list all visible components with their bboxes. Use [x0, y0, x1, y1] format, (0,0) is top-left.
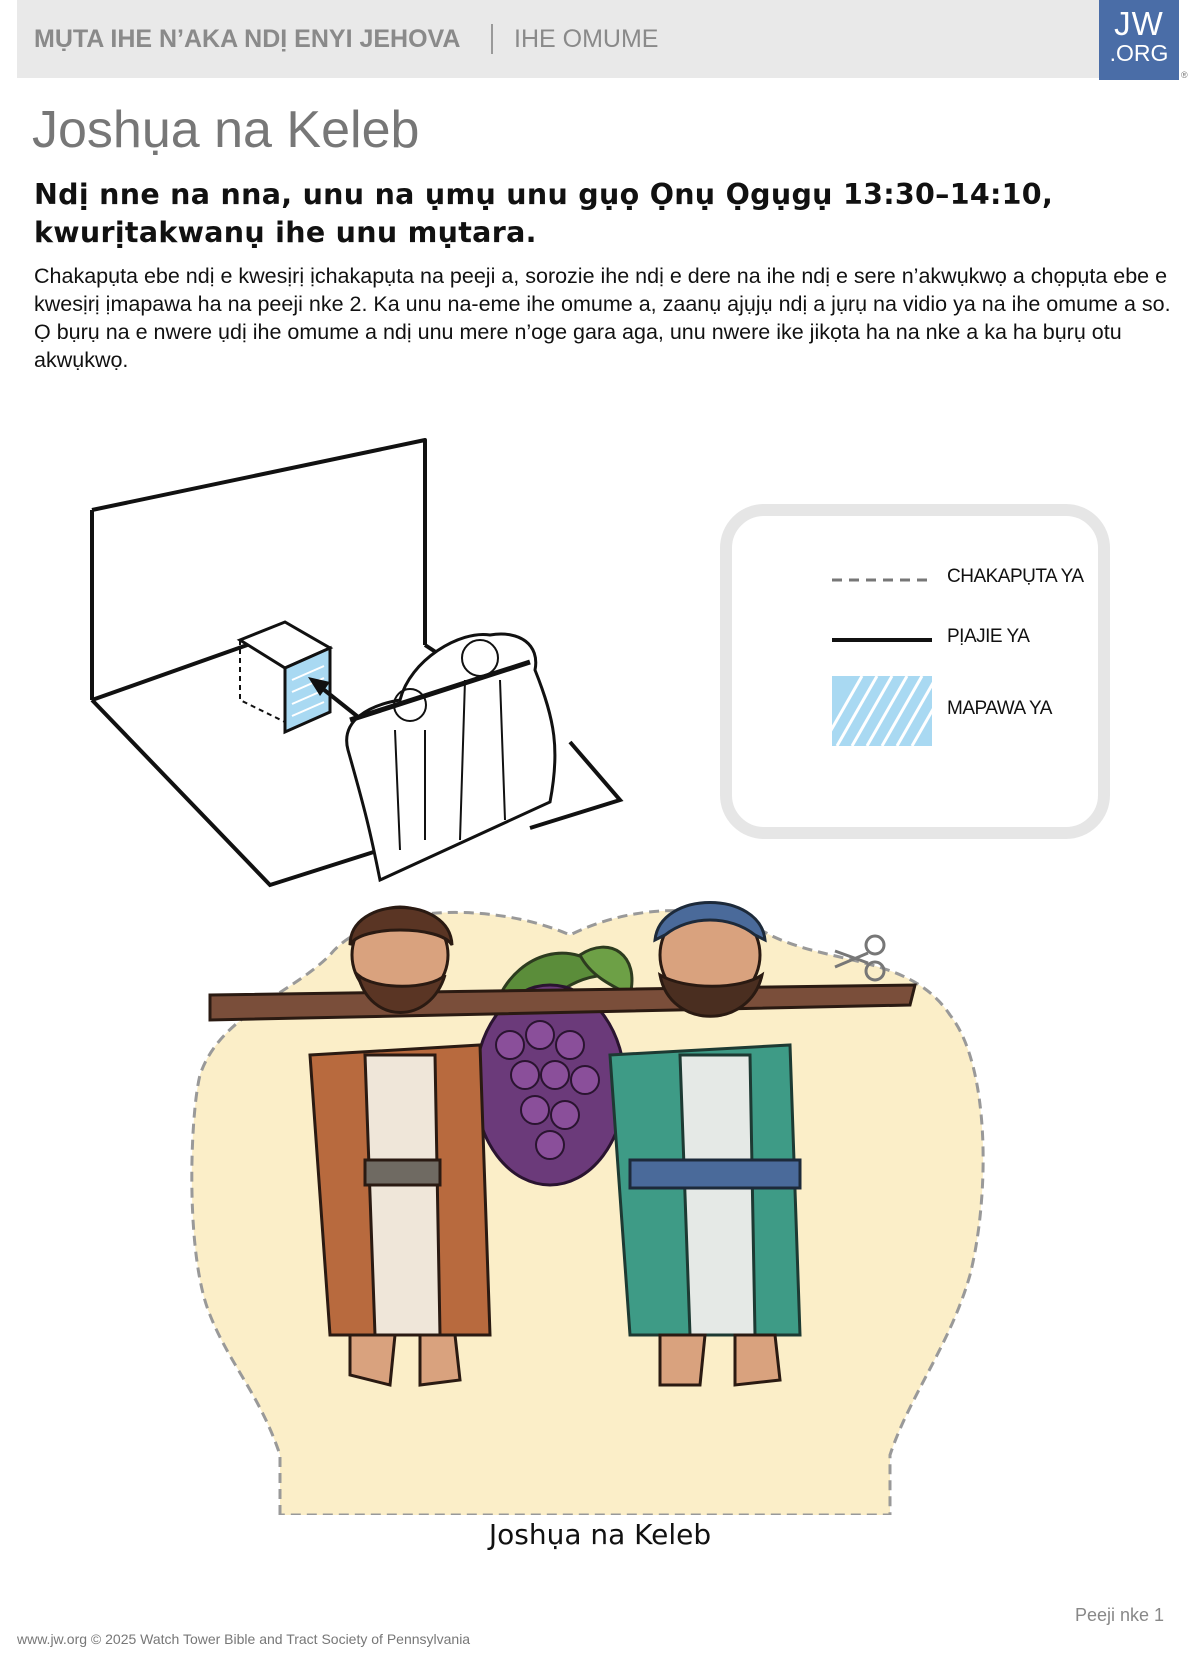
copyright: www.jw.org © 2025 Watch Tower Bible and Tract Society of Pennsylvania: [17, 1631, 471, 1647]
registered-mark: ®: [1181, 70, 1188, 80]
page-number: Peeji nke 1: [1074, 1605, 1164, 1625]
standing-cutout: [347, 634, 555, 880]
cutout-illustration: [190, 895, 1010, 1515]
logo-line1: JW: [1114, 5, 1164, 42]
legend-row-glue: [732, 676, 1098, 746]
subtitle: Ndị nne na nna, unu na ụmụ unu gụọ Ọnụ Ọgụgụ 13:30–14:10, kwurịtakwanụ ihe unu mụtara.: [34, 178, 1054, 249]
cutout-caption: Joshụa na Keleb: [488, 1518, 712, 1551]
legend-label-cut: CHAKAPỤTA YA: [947, 566, 1084, 587]
hatched-glue-icon: [832, 676, 932, 746]
page-title: Joshụa na Keleb: [32, 101, 420, 159]
jw-org-logo[interactable]: [1099, 0, 1179, 80]
assembly-illustration: [80, 430, 640, 920]
box-shape: [240, 622, 330, 732]
legend-label-glue: MAPAWA YA: [947, 698, 1052, 719]
series-title: MỤTA IHE N’AKA NDỊ ENYI JEHOVA: [34, 25, 461, 53]
header-separator: [491, 24, 493, 54]
legend-label-fold: PỊAJIE YA: [947, 626, 1030, 647]
section-label: IHE OMUME: [514, 25, 659, 53]
instructions: Chakapụta ebe ndị e kwesịrị ịchakapụta na peeji a, sorozie ihe ndị e dere na ihe ndị e sere n’akwụkwọ a chọpụta ebe e kwesịrị ịmapawa ha na peeji nke 2. Ka unu na-eme ihe omume a, zaanụ ajụjụ ndị a jụrụ na vidio ya na ihe omume a so. Ọ bụrụ na e nwere ụdị ihe omume a ndị unu mere n’oge gara aga, unu nwere ike jikọta ha na nke a ka ha bụrụ otu akwụkwọ.: [34, 264, 1171, 372]
legend-box: [720, 504, 1110, 839]
logo-line2: .ORG: [1109, 40, 1169, 66]
dashed-line-icon: [832, 576, 932, 584]
solid-line-icon: [832, 636, 932, 644]
